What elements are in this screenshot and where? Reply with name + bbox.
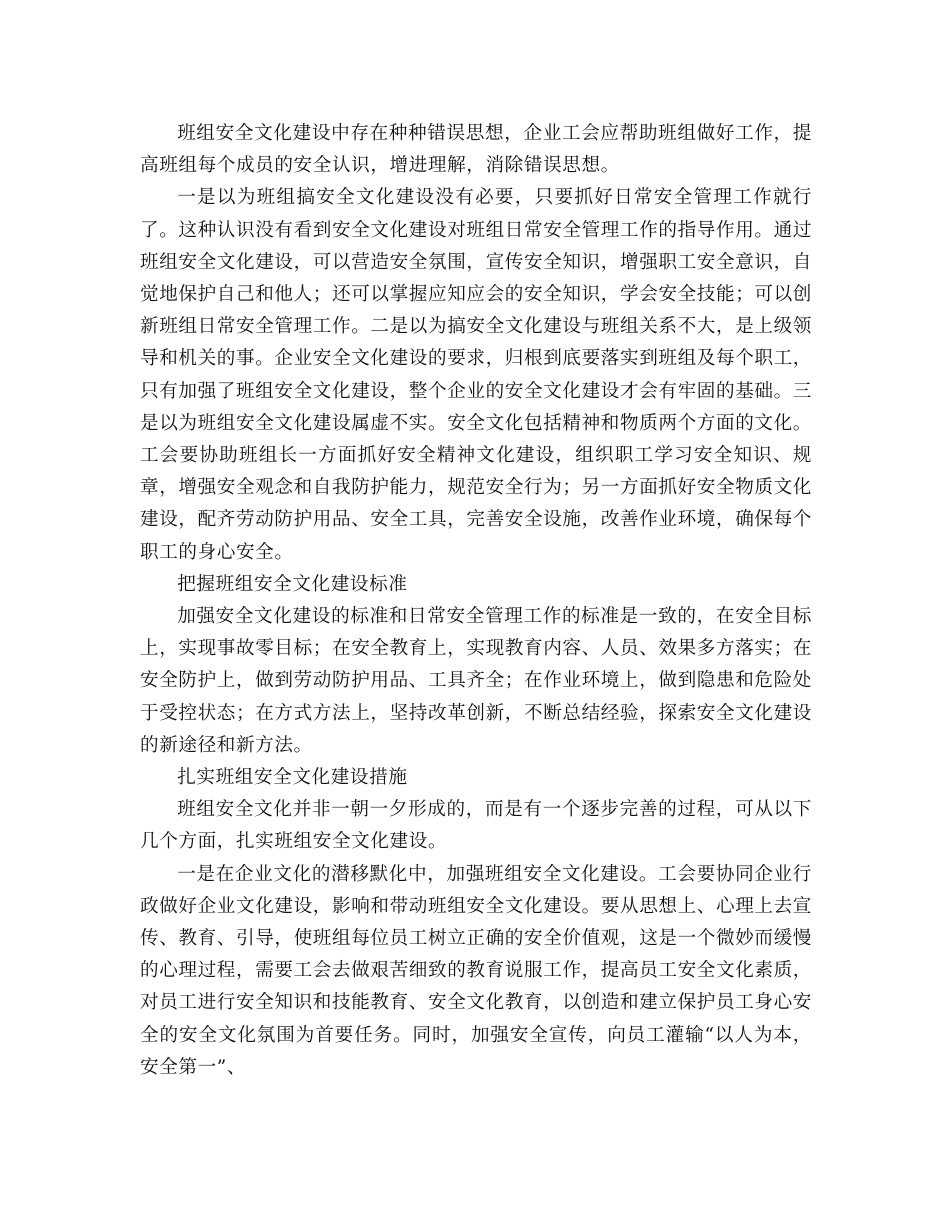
- section-heading-standards: 把握班组安全文化建设标准: [177, 573, 408, 595]
- document-body: [140, 118, 812, 1084]
- paragraph-measures-intro: 班组安全文化并非一朝一夕形成的，而是有一个逐步完善的过程，可从以下几个方面，扎实班组安全文化建设。: [140, 799, 812, 853]
- paragraph-intro: 班组安全文化建设中存在种种错误思想，企业工会应帮助班组做好工作，提高班组每个成员的安全认识，增进理解，消除错误思想。: [140, 123, 812, 177]
- paragraph-misconceptions: 一是以为班组搞安全文化建设没有必要，只要抓好日常安全管理工作就行了。这种认识没有看到安全文化建设对班组日常安全管理工作的指导作用。通过班组安全文化建设，可以营造安全氛围，宣传安全知识，增强职工安全意识，自觉地保护自己和他人；还可以掌握应知应会的安全知识，学会安全技能；可以创新班组日常安全管理工作。二是以为搞安全文化建设与班组关系不大，是上级领导和机关的事。企业安全文化建设的要求，归根到底要落实到班组及每个职工，只有加强了班组安全文化建设，整个企业的安全文化建设才会有牢固的基础。三是以为班组安全文化建设属虚不实。安全文化包括精神和物质两个方面的文化。工会要协助班组长一方面抓好安全精神文化建设，组织职工学习安全知识、规章，增强安全观念和自我防护能力，规范安全行为；另一方面抓好安全物质文化建设，配齐劳动防护用品、安全工具，完善安全设施，改善作业环境，确保每个职工的身心安全。: [140, 187, 812, 563]
- paragraph-measures-first: 一是在企业文化的潜移默化中，加强班组安全文化建设。工会要协同企业行政做好企业文化建设，影响和带动班组安全文化建设。要从思想上、心理上去宣传、教育、引导，使班组每位员工树立正确的安全价值观，这是一个微妙而缓慢的心理过程，需要工会去做艰苦细致的教育说服工作，提高员工安全文化素质，对员工进行安全知识和技能教育、安全文化教育，以创造和建立保护员工身心安全的安全文化氛围为首要任务。同时，加强安全宣传，向员工灌输“以人为本，安全第一”、: [140, 863, 812, 1078]
- paragraph-standards: 加强安全文化建设的标准和日常安全管理工作的标准是一致的，在安全目标上，实现事故零目标；在安全教育上，实现教育内容、人员、效果多方落实；在安全防护上，做到劳动防护用品、工具齐全；在作业环境上，做到隐患和危险处于受控状态；在方式方法上，坚持改革创新，不断总结经验，探索安全文化建设的新途径和新方法。: [140, 606, 812, 756]
- section-heading-measures: 扎实班组安全文化建设措施: [177, 767, 408, 789]
